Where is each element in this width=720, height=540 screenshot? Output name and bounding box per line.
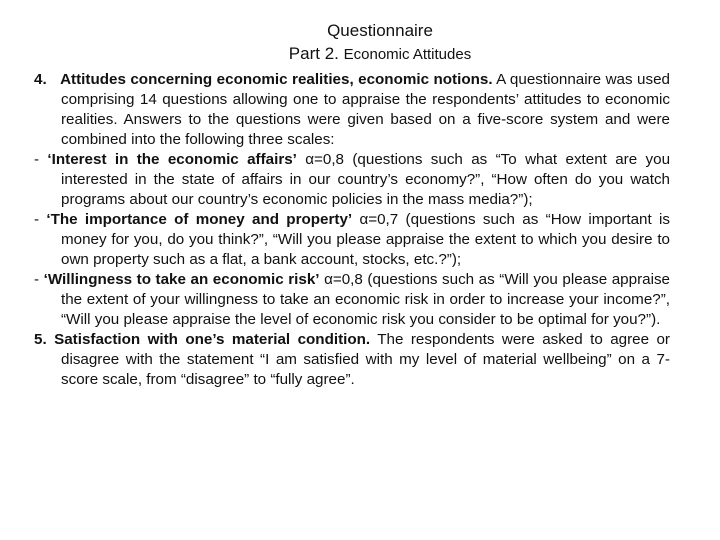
scale-2-alpha: α=0,7 — [352, 211, 399, 228]
section-label: Economic Attitudes — [343, 46, 472, 63]
scale-1-text: (questions such as “To what extent are you interested in the state of affairs in our country’s economy?”, “How often do you watch programs about our country’s economic policies in the mass media?”); — [61, 151, 671, 208]
title-block — [0, 20, 720, 67]
section-5-paragraph — [34, 330, 670, 390]
scale-1-dash: - — [34, 151, 48, 168]
scale-1-paragraph — [34, 150, 670, 210]
section-5-heading: Satisfaction with one’s material condition. — [54, 331, 371, 348]
scale-3-dash: - — [34, 271, 44, 288]
scale-3-text: (questions such as “Will you please appraise the extent of your willingness to take an economic risk in order to increase your income?”, “Will you please appraise the level of economic risk you consider to be optimal for you?”). — [61, 271, 670, 328]
section-5-text: The respondents were asked to agree or disagree with the statement “I am satisfied with my level of material wellbeing” on a 7-score scale, from “disagree” to “fully agree”. — [61, 331, 670, 388]
section-5-number: 5. — [34, 331, 47, 348]
section-4-heading: Attitudes concerning economic realities, economic notions. — [60, 71, 493, 88]
scale-2-name: ‘The importance of money and property’ — [46, 211, 353, 228]
scale-1-name: ‘Interest in the economic affairs’ — [47, 151, 297, 168]
scale-3-name: ‘Willingness to take an economic risk’ — [43, 271, 320, 288]
page-subtitle — [40, 42, 720, 67]
section-4-number: 4. — [34, 71, 47, 88]
page-title: Questionnaire — [327, 21, 433, 40]
scale-2-dash: - — [34, 211, 47, 228]
scale-2-paragraph — [34, 210, 670, 270]
document-body — [34, 70, 670, 390]
scale-2-text: (questions such as “How important is money for you, do you think?”, “Will you please appraise the extent to which you desire to own property such as a flat, a bank account, stocks, etc.?”); — [61, 211, 671, 268]
scale-3-paragraph — [34, 270, 670, 330]
scale-3-alpha: α=0,8 — [319, 271, 363, 288]
section-4-text: A questionnaire was used comprising 14 questions allowing one to appraise the respondents’ attitudes to economic realities. Answers to the questions were given based on a five-score system and were combined into the following three scales: — [61, 71, 670, 148]
scale-1-alpha: α=0,8 — [296, 151, 345, 168]
section-4-paragraph — [34, 70, 670, 150]
part-label: Part 2. — [288, 44, 339, 63]
